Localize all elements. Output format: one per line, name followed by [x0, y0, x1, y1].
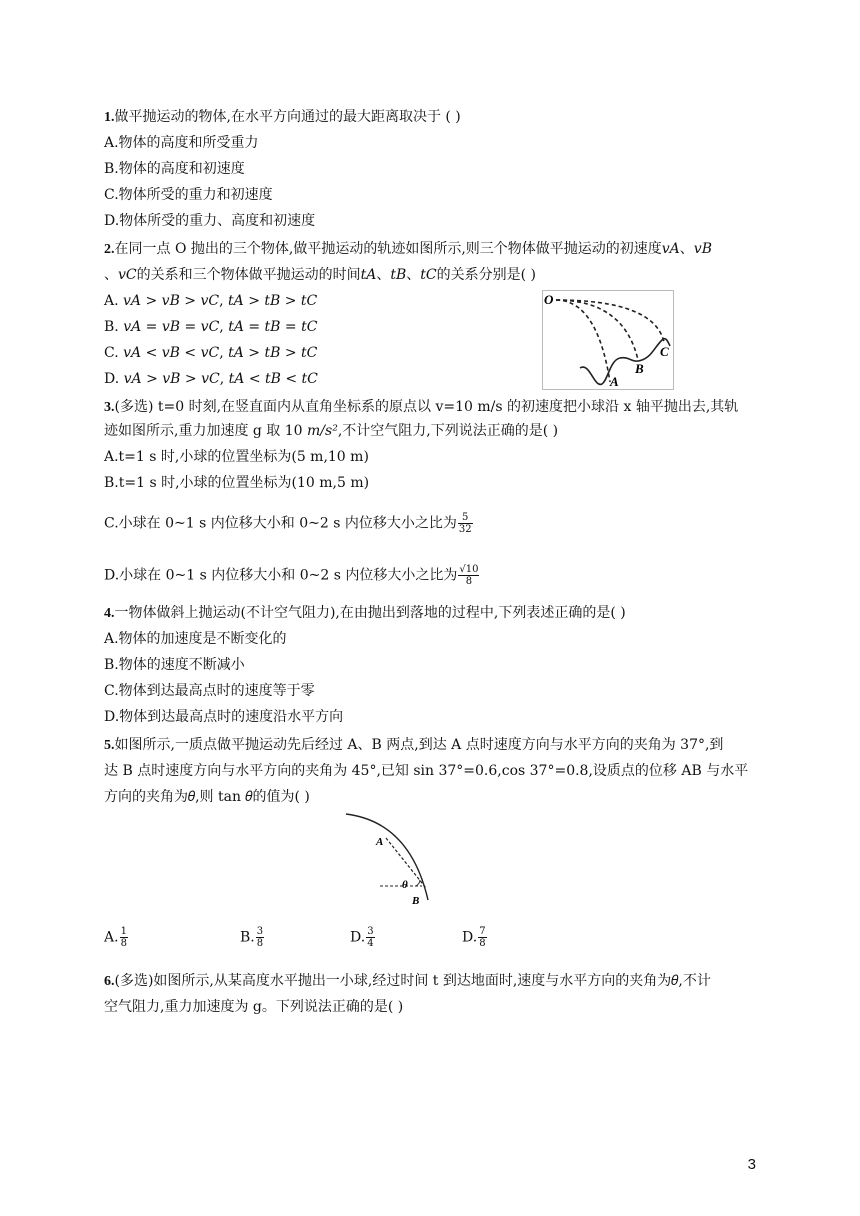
q5-label-theta: θ [402, 879, 408, 891]
q3-stem-line1 [104, 398, 738, 417]
q4-option-a: A.物体的加速度是不断变化的 [104, 631, 287, 647]
q2-trajectory-diagram [542, 290, 674, 390]
q5-angle-arc [416, 880, 420, 886]
q2-label-a: A [610, 374, 619, 389]
q2-ground-curve [580, 339, 670, 385]
q5-option-a-fraction [120, 926, 128, 949]
q5-option-d-letter: D. [462, 929, 478, 946]
q2-option-b: B. 𝑣𝐴 = 𝑣𝐵 = 𝑣𝐶, 𝑡𝐴 = 𝑡𝐵 = 𝑡𝐶 [104, 319, 318, 335]
q3-option-d-fraction [458, 564, 479, 587]
q5-option-b-denominator: 8 [256, 938, 264, 949]
q3-option-a: A.t=1 s 时,小球的位置坐标为(5 m,10 m) [104, 449, 369, 465]
q3-stem-text2-post: ,不计空气阻力,下列说法正确的是( ) [337, 423, 559, 439]
q2-trajectory-a [556, 300, 610, 382]
q6-stem-text1: (多选)如图所示,从某高度水平抛出一小球,经过时间 t 到达地面时,速度与水平方向的夹角为𝜃,不计 [114, 973, 711, 989]
q1-number: 1. [104, 110, 115, 125]
q1-option-a: A.物体的高度和所受重力 [104, 135, 259, 151]
q2-label-o: O [544, 292, 554, 307]
q2-number: 2. [104, 242, 115, 257]
q4-option-d: D.物体到达最高点时的速度沿水平方向 [104, 709, 344, 725]
q4-option-c: C.物体到达最高点时的速度等于零 [104, 683, 315, 699]
q1-option-b: B.物体的高度和初速度 [104, 161, 245, 177]
q5-option-b-numerator: 3 [256, 926, 264, 937]
q5-option-d-numerator: 7 [479, 926, 486, 937]
q2-stem-line2: 、𝑣𝐶的关系和三个物体做平抛运动的时间𝑡𝐴、𝑡𝐵、𝑡𝐶的关系分别是( ) [104, 267, 536, 283]
q4-number: 4. [104, 606, 115, 621]
q3-unit: 𝑚/𝑠² [307, 423, 338, 439]
q5-option-b-letter: B. [240, 929, 255, 946]
q3-option-c [104, 512, 473, 535]
q3-stem-line2 [104, 422, 558, 440]
q2-trajectory-c [556, 300, 664, 342]
q3-option-d-numerator: √10 [459, 564, 479, 575]
q4-stem [104, 604, 626, 623]
q3-option-b: B.t=1 s 时,小球的位置坐标为(10 m,5 m) [104, 475, 370, 491]
q5-option-d [462, 926, 487, 949]
q5-option-b [240, 926, 264, 949]
q5-option-c-numerator: 3 [367, 926, 374, 937]
q4-stem-text: 一物体做斜上抛运动(不计空气阻力),在由抛出到落地的过程中,下列表述正确的是( ) [114, 605, 626, 621]
q5-option-c-fraction [366, 926, 374, 949]
q2-option-d: D. 𝑣𝐴 > 𝑣𝐵 > 𝑣𝐶, 𝑡𝐴 < 𝑡𝐵 < 𝑡𝐶 [104, 371, 318, 387]
q2-stem-line1 [104, 240, 712, 259]
q5-option-c-letter: D. [350, 929, 366, 946]
page-number: 3 [747, 1156, 756, 1173]
q6-stem-line1 [104, 972, 711, 991]
q5-option-c-denominator: 4 [367, 938, 374, 949]
q6-stem-line2: 空气阻力,重力加速度为 g。下列说法正确的是( ) [104, 999, 404, 1015]
q5-stem-line3: 方向的夹角为𝜃,则 tan 𝜃的值为( ) [104, 789, 310, 805]
q5-trajectory-diagram [340, 808, 440, 908]
q5-option-d-denominator: 8 [479, 938, 486, 949]
q3-stem-text1: (多选) t=0 时刻,在竖直面内从直角坐标系的原点以 v=10 m/s 的初速度把小球沿 x 轴平抛出去,其轨 [114, 399, 739, 415]
q3-stem-text2-pre: 迹如图所示,重力加速度 g 取 10 [104, 423, 308, 439]
q1-option-d: D.物体所受的重力、高度和初速度 [104, 213, 316, 229]
q2-option-c: C. 𝑣𝐴 < 𝑣𝐵 < 𝑣𝐶, 𝑡𝐴 > 𝑡𝐵 > 𝑡𝐶 [104, 345, 318, 361]
q3-option-d [104, 564, 479, 587]
q5-trajectory-figure [340, 808, 440, 908]
q5-stem-line1 [104, 736, 723, 755]
q5-option-a-numerator: 1 [120, 926, 127, 937]
q5-trajectory-curve [346, 814, 428, 900]
q5-option-a [104, 926, 128, 949]
q1-option-c: C.物体所受的重力和初速度 [104, 187, 273, 203]
q2-label-c: C [660, 344, 669, 359]
q3-option-c-text: C.小球在 0~1 s 内位移大小和 0~2 s 内位移大小之比为 [104, 515, 457, 532]
q5-option-a-letter: A. [104, 929, 119, 946]
q3-option-c-denominator: 32 [458, 524, 472, 535]
q3-option-c-fraction [458, 512, 473, 535]
q3-number: 3. [104, 400, 115, 415]
q3-option-c-numerator: 5 [458, 512, 473, 524]
q1-stem [104, 108, 461, 127]
q5-option-a-denominator: 8 [120, 938, 127, 949]
q2-label-b: B [635, 361, 644, 376]
q5-stem-text1: 如图所示,一质点做平抛运动先后经过 A、B 两点,到达 A 点时速度方向与水平方向的夹角为 37°,到 [114, 737, 724, 753]
q2-option-a: A. 𝑣𝐴 > 𝑣𝐵 > 𝑣𝐶, 𝑡𝐴 > 𝑡𝐵 > 𝑡𝐶 [104, 293, 318, 309]
q5-label-b: B [412, 895, 420, 907]
q5-option-d-fraction [478, 926, 486, 949]
q2-stem-text1: 在同一点 O 抛出的三个物体,做平抛运动的轨迹如图所示,则三个物体做平抛运动的初速度𝑣𝐴、𝑣𝐵 [114, 241, 712, 257]
q5-number: 5. [104, 738, 115, 753]
q5-label-a: A [376, 836, 384, 848]
q1-stem-text: 做平抛运动的物体,在水平方向通过的最大距离取决于 ( ) [114, 109, 461, 125]
q6-number: 6. [104, 974, 115, 989]
q5-option-b-fraction [256, 926, 264, 949]
q2-trajectory-figure [542, 290, 674, 390]
q3-option-d-denominator: 8 [465, 576, 473, 587]
q5-stem-line2: 达 B 点时速度方向与水平方向的夹角为 45°,已知 sin 37°=0.6,cos 37°=0.8,设质点的位移 AB 与水平 [104, 763, 749, 779]
q5-option-c [350, 926, 375, 949]
q3-option-d-text: D.小球在 0~1 s 内位移大小和 0~2 s 内位移大小之比为 [104, 567, 458, 584]
q4-option-b: B.物体的速度不断减小 [104, 657, 245, 673]
